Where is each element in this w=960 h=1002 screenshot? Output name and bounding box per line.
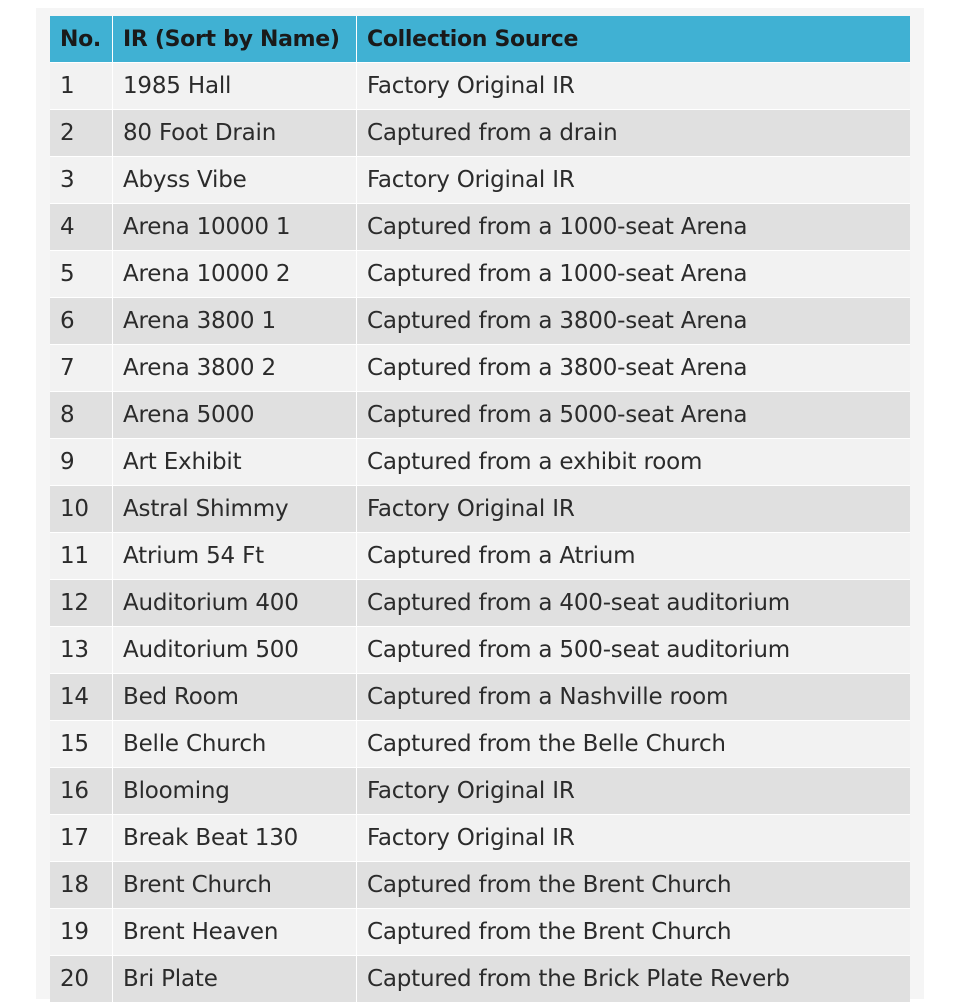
cell-collection-source: Captured from the Brent Church: [357, 861, 910, 908]
cell-collection-source: Factory Original IR: [357, 62, 910, 109]
table-row: [50, 109, 910, 156]
table-row: [50, 156, 910, 203]
cell-number: 5: [50, 250, 113, 297]
cell-number: 6: [50, 297, 113, 344]
cell-number: 3: [50, 156, 113, 203]
cell-number: 14: [50, 673, 113, 720]
table-row: [50, 955, 910, 1002]
cell-ir-name: Art Exhibit: [113, 438, 357, 485]
cell-ir-name: Bed Room: [113, 673, 357, 720]
cell-ir-name: Arena 3800 2: [113, 344, 357, 391]
cell-number: 15: [50, 720, 113, 767]
cell-collection-source: Factory Original IR: [357, 485, 910, 532]
cell-collection-source: Captured from a exhibit room: [357, 438, 910, 485]
cell-ir-name: Arena 3800 1: [113, 297, 357, 344]
cell-collection-source: Captured from the Brick Plate Reverb: [357, 955, 910, 1002]
header-ir-name: IR (Sort by Name): [113, 16, 357, 62]
table-row: [50, 861, 910, 908]
cell-number: 2: [50, 109, 113, 156]
cell-ir-name: Arena 5000: [113, 391, 357, 438]
cell-collection-source: Captured from a Atrium: [357, 532, 910, 579]
table-row: [50, 297, 910, 344]
cell-number: 7: [50, 344, 113, 391]
cell-ir-name: Arena 10000 1: [113, 203, 357, 250]
cell-number: 4: [50, 203, 113, 250]
table-row: [50, 62, 910, 109]
cell-ir-name: Auditorium 500: [113, 626, 357, 673]
table-row: [50, 673, 910, 720]
cell-number: 17: [50, 814, 113, 861]
table-row: [50, 626, 910, 673]
cell-number: 16: [50, 767, 113, 814]
cell-number: 1: [50, 62, 113, 109]
cell-number: 13: [50, 626, 113, 673]
header-row: [50, 16, 910, 62]
cell-number: 8: [50, 391, 113, 438]
cell-collection-source: Captured from a 1000-seat Arena: [357, 203, 910, 250]
cell-ir-name: Arena 10000 2: [113, 250, 357, 297]
cell-number: 20: [50, 955, 113, 1002]
cell-collection-source: Captured from the Brent Church: [357, 908, 910, 955]
cell-collection-source: Captured from a drain: [357, 109, 910, 156]
table-header: [50, 16, 910, 62]
cell-number: 19: [50, 908, 113, 955]
table-row: [50, 250, 910, 297]
cell-number: 10: [50, 485, 113, 532]
cell-ir-name: Abyss Vibe: [113, 156, 357, 203]
table-row: [50, 532, 910, 579]
ir-collection-table: [50, 16, 910, 1002]
cell-number: 11: [50, 532, 113, 579]
table-row: [50, 908, 910, 955]
cell-collection-source: Captured from the Belle Church: [357, 720, 910, 767]
cell-collection-source: Captured from a 3800-seat Arena: [357, 297, 910, 344]
table-row: [50, 203, 910, 250]
cell-collection-source: Captured from a 500-seat auditorium: [357, 626, 910, 673]
cell-collection-source: Captured from a Nashville room: [357, 673, 910, 720]
cell-ir-name: 80 Foot Drain: [113, 109, 357, 156]
table-body: [50, 62, 910, 1002]
cell-collection-source: Captured from a 1000-seat Arena: [357, 250, 910, 297]
cell-ir-name: Blooming: [113, 767, 357, 814]
table-row: [50, 485, 910, 532]
cell-collection-source: Factory Original IR: [357, 156, 910, 203]
cell-collection-source: Factory Original IR: [357, 767, 910, 814]
table-row: [50, 579, 910, 626]
cell-collection-source: Captured from a 5000-seat Arena: [357, 391, 910, 438]
header-collection-source: Collection Source: [357, 16, 910, 62]
table-row: [50, 438, 910, 485]
cell-ir-name: Brent Heaven: [113, 908, 357, 955]
table-row: [50, 814, 910, 861]
cell-number: 9: [50, 438, 113, 485]
header-number: No.: [50, 16, 113, 62]
table-row: [50, 767, 910, 814]
cell-collection-source: Captured from a 3800-seat Arena: [357, 344, 910, 391]
cell-ir-name: Astral Shimmy: [113, 485, 357, 532]
table-row: [50, 720, 910, 767]
cell-ir-name: Belle Church: [113, 720, 357, 767]
table-row: [50, 344, 910, 391]
cell-collection-source: Factory Original IR: [357, 814, 910, 861]
cell-number: 18: [50, 861, 113, 908]
cell-collection-source: Captured from a 400-seat auditorium: [357, 579, 910, 626]
table-row: [50, 391, 910, 438]
cell-ir-name: Atrium 54 Ft: [113, 532, 357, 579]
cell-ir-name: Break Beat 130: [113, 814, 357, 861]
cell-ir-name: Auditorium 400: [113, 579, 357, 626]
cell-number: 12: [50, 579, 113, 626]
cell-ir-name: 1985 Hall: [113, 62, 357, 109]
cell-ir-name: Brent Church: [113, 861, 357, 908]
cell-ir-name: Bri Plate: [113, 955, 357, 1002]
